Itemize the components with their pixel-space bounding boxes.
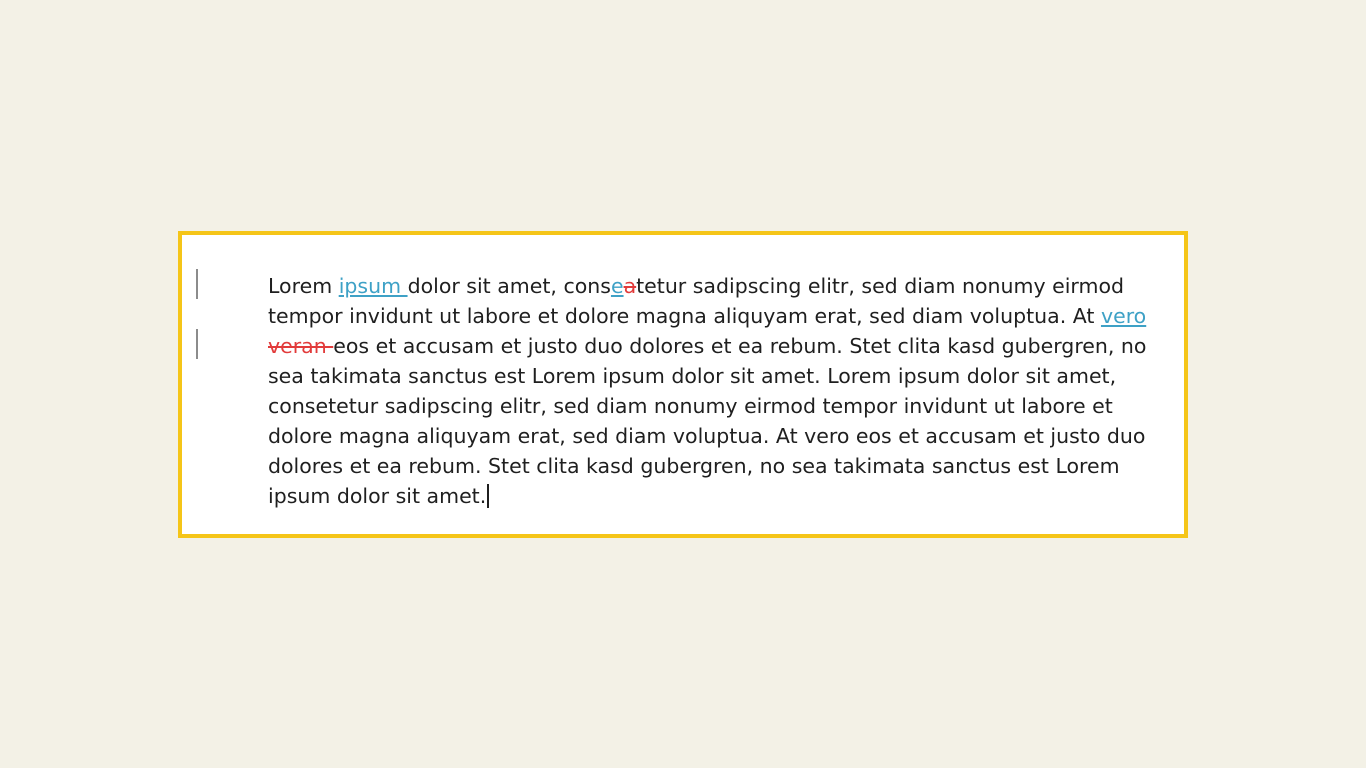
text-run: Lorem: [268, 274, 339, 298]
text-run: dolor sit amet, cons: [407, 274, 611, 298]
document-frame: [178, 231, 1188, 538]
deleted-text: a: [623, 274, 637, 298]
document-paragraph[interactable]: [268, 271, 1172, 511]
text-run: eos et accusam et justo duo dolores et ea rebum. Stet clita kasd gubergren, no sea takimata sanctus est Lorem ipsum dolor sit amet. Lorem ipsum dolor sit amet, consetetur sadipscing elitr, sed diam nonumy eirmod tempor invidunt ut labore et dolore magna aliquyam erat, sed diam voluptua. At vero eos et accusam et justo duo dolores et ea rebum. Stet clita kasd gubergren, no sea takimata sanctus est Lorem ipsum dolor sit amet.: [268, 334, 1147, 508]
inserted-text: vero: [1100, 304, 1147, 328]
change-bar: [196, 269, 198, 299]
text-cursor: [487, 484, 489, 508]
text-run: tetur sadipscing elitr, sed diam nonumy eirmod tempor invidunt ut labore et dolore magna aliquyam erat, sed diam voluptua. At: [268, 274, 1125, 328]
change-bar: [196, 329, 198, 359]
inserted-text: ipsum: [338, 274, 408, 298]
inserted-text: e: [610, 274, 624, 298]
deleted-text: veran: [268, 334, 334, 358]
